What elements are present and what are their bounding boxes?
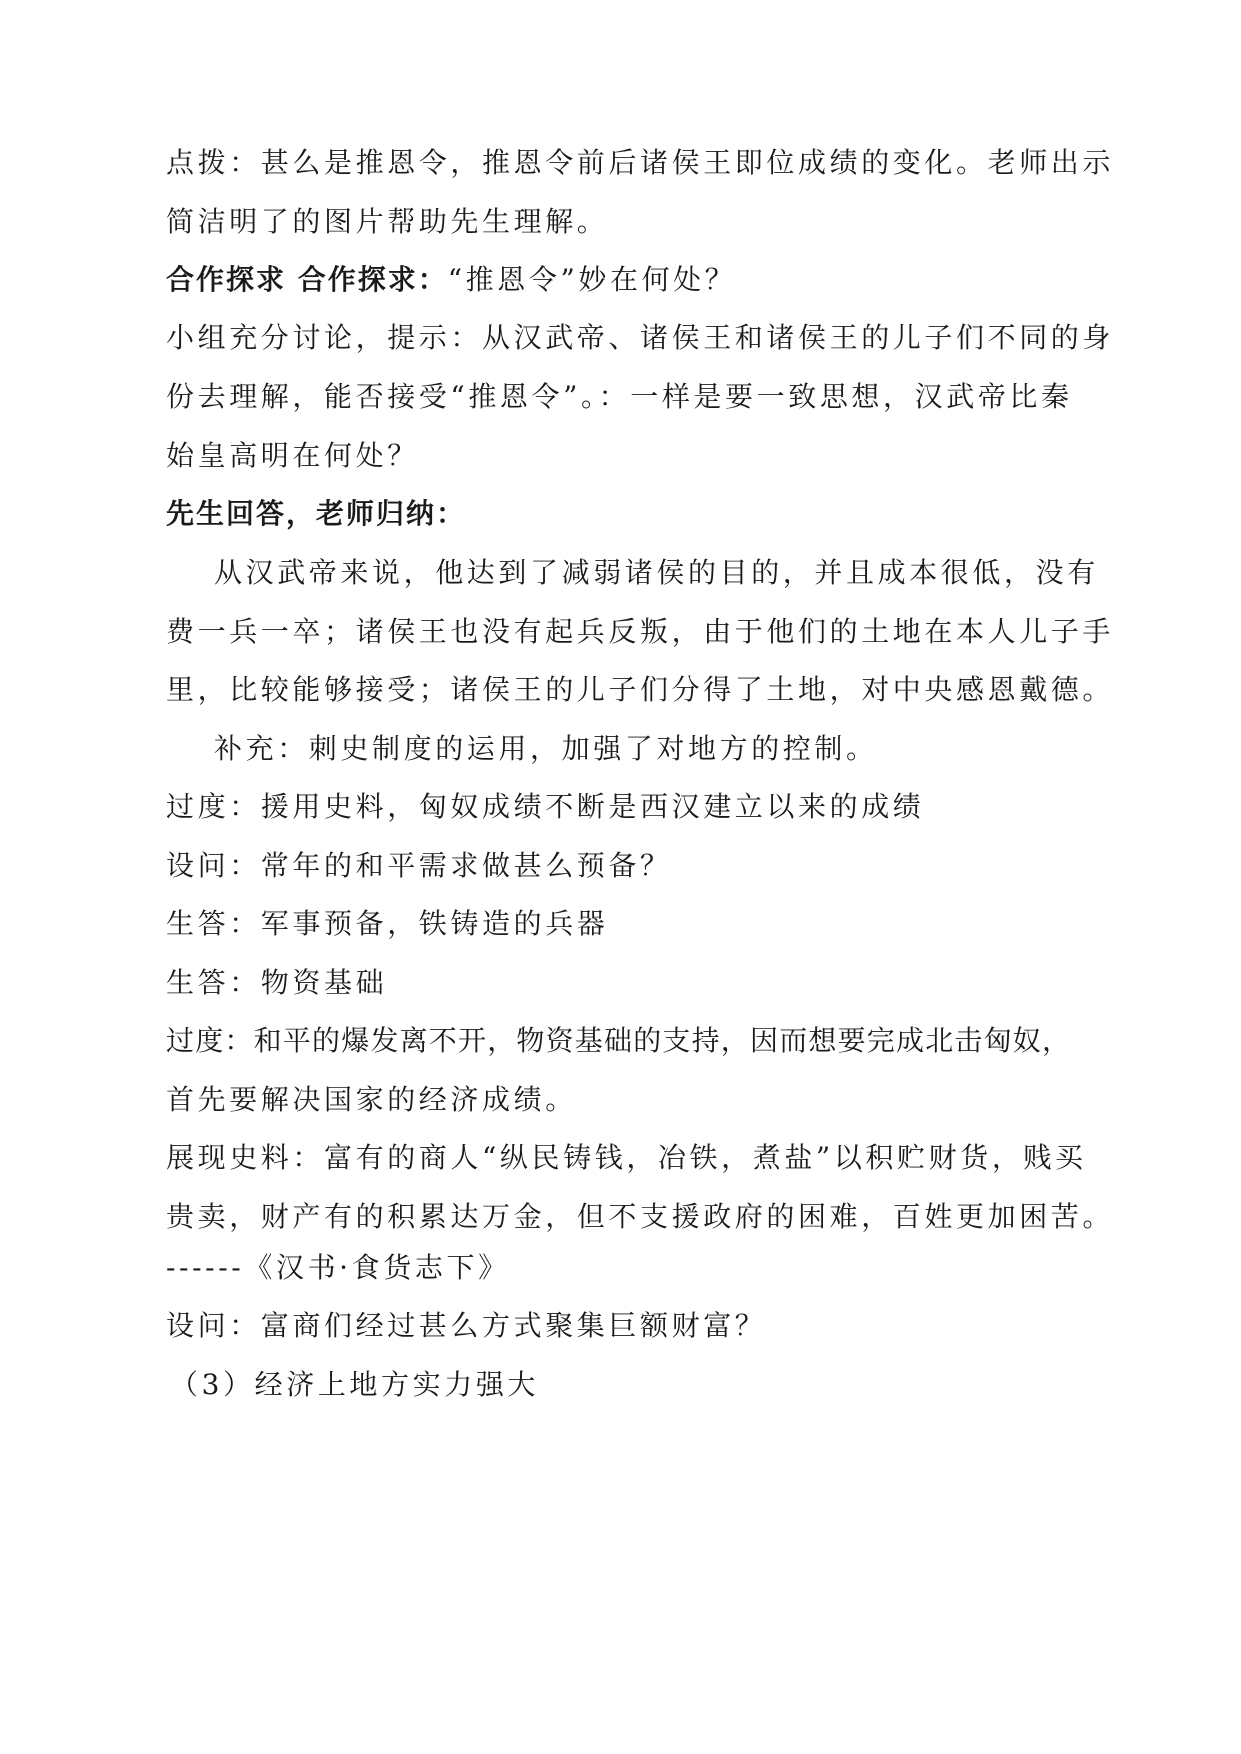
paragraph-line: 始皇高明在何处？ xyxy=(166,439,419,472)
paragraph-line: 补充：刺史制度的运用，加强了对地方的控制。 xyxy=(214,732,878,765)
paragraph-line: 费一兵一卒；诸侯王也没有起兵反叛，由于他们的土地在本人儿子手 xyxy=(166,615,1115,648)
numbered-item: （3）经济上地方实力强大 xyxy=(170,1368,540,1401)
paragraph-line: 过度：和平的爆发离不开，物资基础的支持，因而想要完成北击匈奴， xyxy=(166,1024,1072,1057)
paragraph-line: 贵卖，财产有的积累达万金，但不支援政府的困难，百姓更加困苦。 xyxy=(166,1200,1115,1233)
paragraph-line: 生答：物资基础 xyxy=(166,966,388,999)
paragraph-line: 点拨：甚么是推恩令，推恩令前后诸侯王即位成绩的变化。老师出示 xyxy=(166,146,1115,179)
paragraph-line: 展现史料：富有的商人“纵民铸钱，冶铁，煮盐”以积贮财货，贱买 xyxy=(166,1141,1087,1174)
paragraph-line: 设问：常年的和平需求做甚么预备？ xyxy=(166,849,672,882)
paragraph-line: 小组充分讨论，提示：从汉武帝、诸侯王和诸侯王的儿子们不同的身 xyxy=(166,321,1115,354)
paragraph-line: 份去理解，能否接受“推恩令”。：一样是要一致思想，汉武帝比秦 xyxy=(166,380,1073,413)
paragraph-line: 简洁明了的图片帮助先生理解。 xyxy=(166,205,609,238)
section-heading-cooperation xyxy=(166,260,1076,300)
heading-question: “推恩令”妙在何处？ xyxy=(447,263,737,296)
paragraph-line: 过度：援用史料，匈奴成绩不断是西汉建立以来的成绩 xyxy=(166,790,925,823)
paragraph-line: 设问：富商们经过甚么方式聚集巨额财富？ xyxy=(166,1309,767,1342)
citation-line: ------《汉书·食货志下》 xyxy=(166,1251,510,1284)
paragraph-line: 生答：军事预备，铁铸造的兵器 xyxy=(166,907,609,940)
paragraph-line: 从汉武帝来说，他达到了减弱诸侯的目的，并且成本很低，没有 xyxy=(214,556,1099,589)
section-heading-answer: 先生回答，老师归纳： xyxy=(166,497,467,530)
paragraph-line: 首先要解决国家的经济成绩。 xyxy=(166,1083,577,1116)
heading-label: 合作探求 合作探求： xyxy=(166,263,448,296)
paragraph-line: 里，比较能够接受；诸侯王的儿子们分得了土地，对中央感恩戴德。 xyxy=(166,673,1115,706)
